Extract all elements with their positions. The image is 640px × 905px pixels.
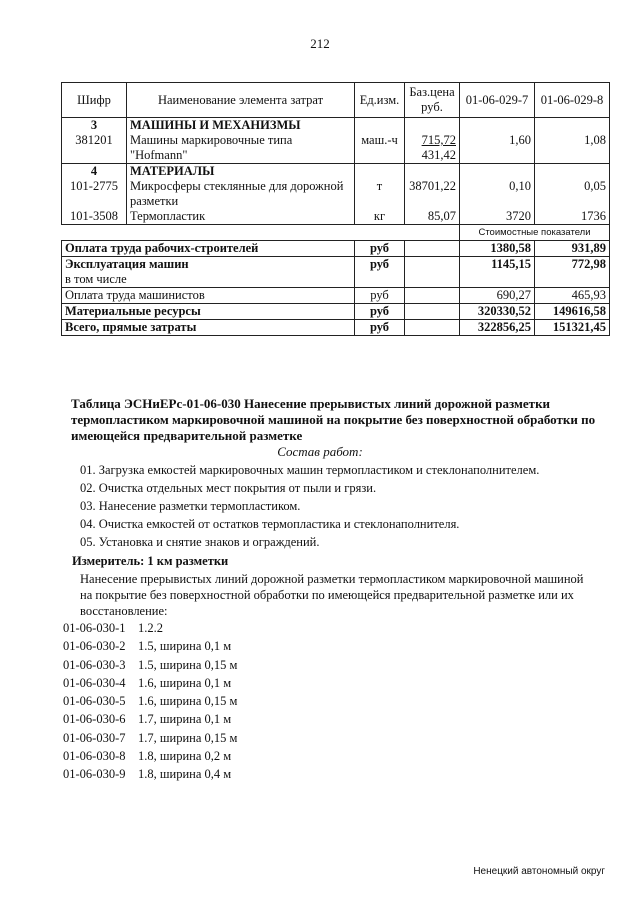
header-name: Наименование элемента затрат bbox=[127, 83, 355, 118]
work-item: 05. Установка и снятие знаков и ограждений. bbox=[80, 535, 320, 549]
row-code: 101-2775 bbox=[62, 179, 127, 209]
row-price bbox=[405, 133, 460, 164]
row-price: 38701,22 bbox=[405, 179, 460, 209]
item-desc: 1.6, ширина 0,15 м bbox=[138, 694, 238, 709]
description-line: на покрытие без поверхностной обработки по имеющейся предварительной разметке или их bbox=[80, 588, 574, 602]
heading-line: Таблица ЭСНиЕРс-01-06-030 Нанесение прерывистых линий дорожной разметки bbox=[71, 396, 551, 411]
cost-sublabel: в том числе bbox=[65, 272, 127, 286]
description bbox=[80, 571, 620, 619]
cost-unit: руб bbox=[355, 257, 405, 288]
section-heading bbox=[71, 396, 616, 444]
header-price: Баз.цена руб. bbox=[405, 83, 460, 118]
cost-label: Эксплуатация машин bbox=[65, 257, 189, 271]
list-item bbox=[63, 748, 237, 766]
table-row bbox=[62, 257, 610, 288]
header-col-7: 01-06-029-7 bbox=[460, 83, 535, 118]
cost-value-1: 322856,25 bbox=[460, 320, 535, 336]
description-line: Нанесение прерывистых линий дорожной разметки термопластиком маркировочной машиной bbox=[80, 572, 584, 586]
item-desc: 1.8, ширина 0,2 м bbox=[138, 749, 232, 764]
table-row bbox=[62, 209, 610, 225]
section-title: МАШИНЫ И МЕХАНИЗМЫ bbox=[127, 118, 355, 134]
page-number: 212 bbox=[310, 36, 330, 51]
list-item bbox=[63, 675, 237, 693]
description-line: восстановление: bbox=[80, 604, 168, 618]
cost-value-2: 772,98 bbox=[535, 257, 610, 288]
table-header-row bbox=[62, 83, 610, 118]
cost-label-cell bbox=[62, 257, 355, 288]
row-value-2: 1736 bbox=[535, 209, 610, 225]
row-value-1: 0,10 bbox=[460, 179, 535, 209]
list-item bbox=[63, 730, 237, 748]
section-number: 3 bbox=[62, 118, 127, 134]
item-code: 01-06-030-4 bbox=[63, 675, 126, 690]
cost-label: Всего, прямые затраты bbox=[62, 320, 355, 336]
table-row bbox=[62, 133, 610, 164]
cost-table bbox=[61, 82, 610, 336]
item-code: 01-06-030-3 bbox=[63, 657, 126, 672]
item-desc: 1.6, ширина 0,1 м bbox=[138, 675, 232, 690]
section-title: МАТЕРИАЛЫ bbox=[127, 164, 355, 180]
item-desc: 1.5, ширина 0,15 м bbox=[138, 657, 238, 672]
cost-header-row bbox=[62, 225, 610, 241]
list-item bbox=[63, 657, 237, 675]
header-unit: Ед.изм. bbox=[355, 83, 405, 118]
heading-line: имеющейся предварительной разметке bbox=[71, 428, 303, 443]
footer-region: Ненецкий автономный округ bbox=[473, 866, 605, 877]
code-list bbox=[63, 620, 237, 785]
row-unit: т bbox=[355, 179, 405, 209]
cost-value-1: 1380,58 bbox=[460, 241, 535, 257]
table-row bbox=[62, 288, 610, 304]
row-value-2: 1,08 bbox=[535, 133, 610, 164]
cost-value-2: 931,89 bbox=[535, 241, 610, 257]
item-desc: 1.2.2 bbox=[138, 621, 163, 635]
list-item bbox=[63, 766, 237, 784]
item-desc: 1.8, ширина 0,4 м bbox=[138, 767, 232, 782]
row-code: 381201 bbox=[62, 133, 127, 164]
table-row-materials-section bbox=[62, 164, 610, 180]
header-code: Шифр bbox=[62, 83, 127, 118]
row-name: Микросферы стеклянные для дорожной разметки bbox=[127, 179, 355, 209]
row-value-1: 3720 bbox=[460, 209, 535, 225]
section-number: 4 bbox=[62, 164, 127, 180]
item-code: 01-06-030-9 bbox=[63, 767, 126, 782]
item-code: 01-06-030-1 bbox=[63, 621, 126, 635]
cost-header: Стоимостные показатели bbox=[460, 225, 610, 241]
cost-value-1: 320330,52 bbox=[460, 304, 535, 320]
item-code: 01-06-030-7 bbox=[63, 730, 126, 745]
table-row bbox=[62, 304, 610, 320]
list-item bbox=[63, 693, 237, 711]
cost-label: Материальные ресурсы bbox=[62, 304, 355, 320]
item-desc: 1.7, ширина 0,1 м bbox=[138, 712, 232, 727]
table-row bbox=[62, 241, 610, 257]
item-code: 01-06-030-5 bbox=[63, 694, 126, 709]
row-unit: маш.-ч bbox=[355, 133, 405, 164]
header-col-8: 01-06-029-8 bbox=[535, 83, 610, 118]
cost-unit: руб bbox=[355, 320, 405, 336]
item-code: 01-06-030-8 bbox=[63, 749, 126, 764]
row-name: Машины маркировочные типа "Hofmann" bbox=[127, 133, 355, 164]
work-item: 02. Очистка отдельных мест покрытия от пыли и грязи. bbox=[80, 481, 377, 495]
row-code: 101-3508 bbox=[62, 209, 127, 225]
item-desc: 1.5, ширина 0,1 м bbox=[138, 639, 232, 654]
list-item bbox=[63, 620, 237, 638]
composition-label: Состав работ: bbox=[277, 444, 363, 459]
item-code: 01-06-030-6 bbox=[63, 712, 126, 727]
work-item: 03. Нанесение разметки термопластиком. bbox=[80, 499, 301, 513]
cost-value-1: 1145,15 bbox=[460, 257, 535, 288]
row-price: 85,07 bbox=[405, 209, 460, 225]
price-bottom: 431,42 bbox=[421, 148, 456, 162]
meter-label: Измеритель: 1 км разметки bbox=[72, 554, 229, 568]
list-item bbox=[63, 711, 237, 729]
cost-value-2: 151321,45 bbox=[535, 320, 610, 336]
cost-label: Оплата труда рабочих-строителей bbox=[62, 241, 355, 257]
item-desc: 1.7, ширина 0,15 м bbox=[138, 730, 238, 745]
row-name: Термопластик bbox=[127, 209, 355, 225]
cost-value-2: 149616,58 bbox=[535, 304, 610, 320]
cost-unit: руб bbox=[355, 304, 405, 320]
cost-value-2: 465,93 bbox=[535, 288, 610, 304]
row-value-2: 0,05 bbox=[535, 179, 610, 209]
cost-unit: руб bbox=[355, 241, 405, 257]
table-row-machines-section bbox=[62, 118, 610, 134]
table-row bbox=[62, 320, 610, 336]
heading-line: термопластиком маркировочной машиной на покрытие без поверхностной обработки по bbox=[71, 412, 596, 427]
row-unit: кг bbox=[355, 209, 405, 225]
list-item bbox=[63, 638, 237, 656]
row-value-1: 1,60 bbox=[460, 133, 535, 164]
table-row bbox=[62, 179, 610, 209]
cost-unit: руб bbox=[355, 288, 405, 304]
cost-value-1: 690,27 bbox=[460, 288, 535, 304]
work-item: 01. Загрузка емкостей маркировочных машин термопластиком и стеклонаполнителем. bbox=[80, 463, 540, 477]
cost-label: Оплата труда машинистов bbox=[62, 288, 355, 304]
item-code: 01-06-030-2 bbox=[63, 639, 126, 654]
work-item: 04. Очистка емкостей от остатков термопластика и стеклонаполнителя. bbox=[80, 517, 460, 531]
price-top: 715,72 bbox=[421, 133, 456, 147]
